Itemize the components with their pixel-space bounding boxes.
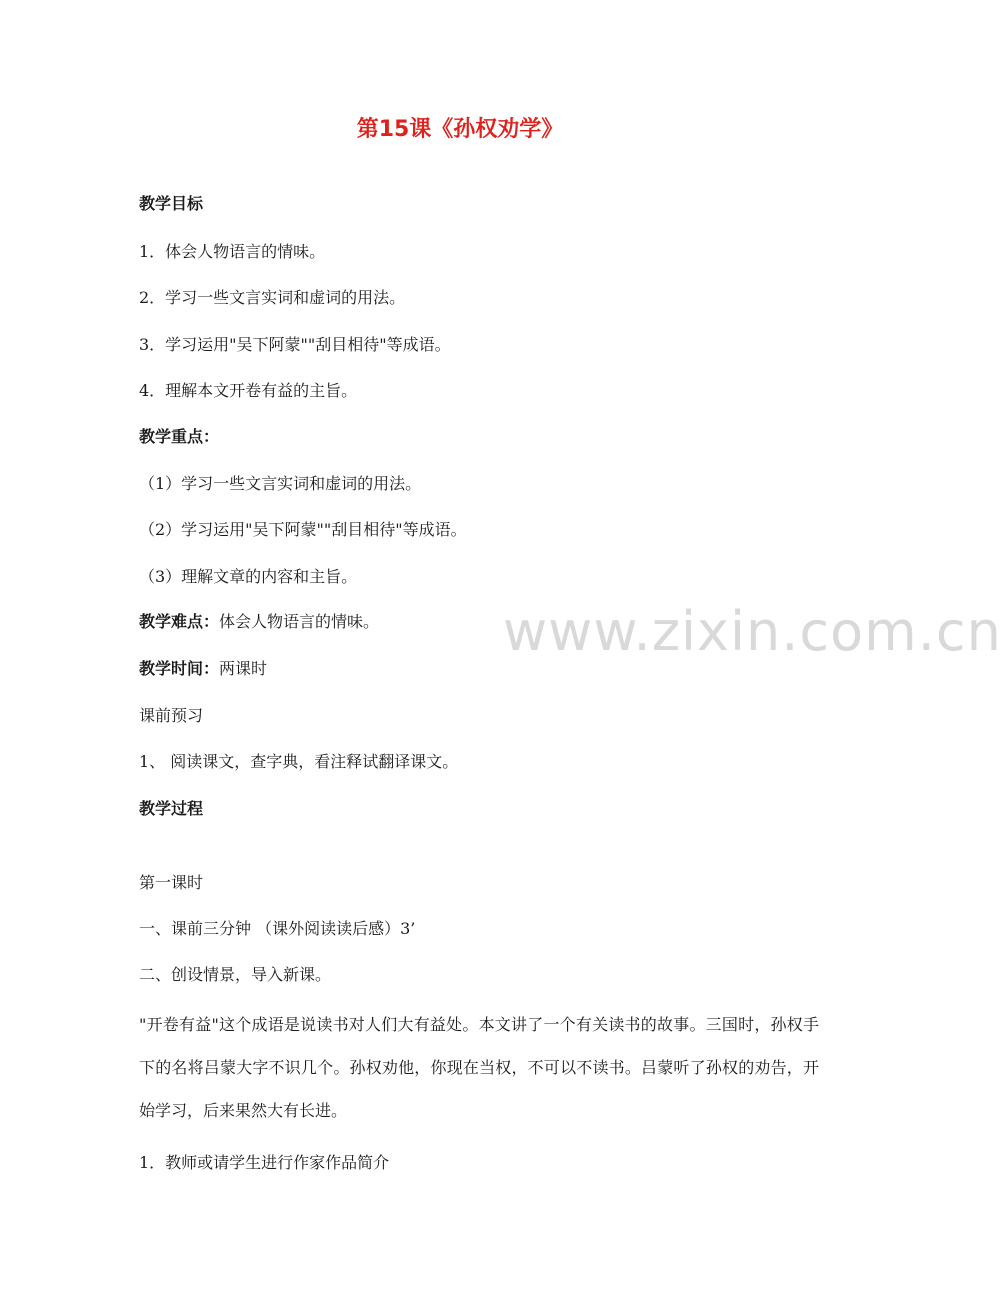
objective-item: 4．理解本文开卷有益的主旨。 xyxy=(139,381,358,400)
difficulty-label: 教学难点： xyxy=(139,612,220,631)
sub-item: 1．教师或请学生进行作家作品简介 xyxy=(139,1153,390,1172)
preview-item: 1、 阅读课文，查字典，看注释试翻译课文。 xyxy=(139,752,459,771)
objective-item: 3．学习运用"吴下阿蒙""刮目相待"等成语。 xyxy=(139,335,451,354)
lesson-one-label: 第一课时 xyxy=(139,873,204,892)
time-line xyxy=(139,657,267,681)
key-point-item: （1）学习一些文言实词和虚词的用法。 xyxy=(139,474,422,493)
document-title: 第15课《孙权劝学》 xyxy=(356,117,564,142)
step-one: 一、课前三分钟 （课外阅读读后感）3’ xyxy=(139,919,416,938)
key-point-item: （2）学习运用"吴下阿蒙""刮目相待"等成语。 xyxy=(139,520,467,539)
objective-item: 2．学习一些文言实词和虚词的用法。 xyxy=(139,288,406,307)
difficulty-text: 体会人物语言的情味。 xyxy=(219,612,380,631)
time-text: 两课时 xyxy=(219,659,268,678)
preview-heading: 课前预习 xyxy=(139,706,204,725)
process-heading: 教学过程 xyxy=(139,799,204,818)
intro-paragraph: "开卷有益"这个成语是说读书对人们大有益处。本文讲了一个有关读书的故事。三国时，孙权手下的名将吕蒙大字不识几个。孙权劝他，你现在当权，不可以不读书。吕蒙听了孙权的劝告，开始学习，后来果然大有长进。 xyxy=(139,1015,819,1120)
objective-item: 1．体会人物语言的情味。 xyxy=(139,242,326,261)
key-points-heading: 教学重点： xyxy=(139,427,220,446)
time-label: 教学时间： xyxy=(139,659,220,678)
step-two: 二、创设情景，导入新课。 xyxy=(139,965,332,984)
objectives-heading: 教学目标 xyxy=(139,194,204,213)
difficulty-line xyxy=(139,610,379,634)
key-point-item: （3）理解文章的内容和主旨。 xyxy=(139,567,358,586)
watermark: www.zixin.com.cn xyxy=(503,600,1002,663)
